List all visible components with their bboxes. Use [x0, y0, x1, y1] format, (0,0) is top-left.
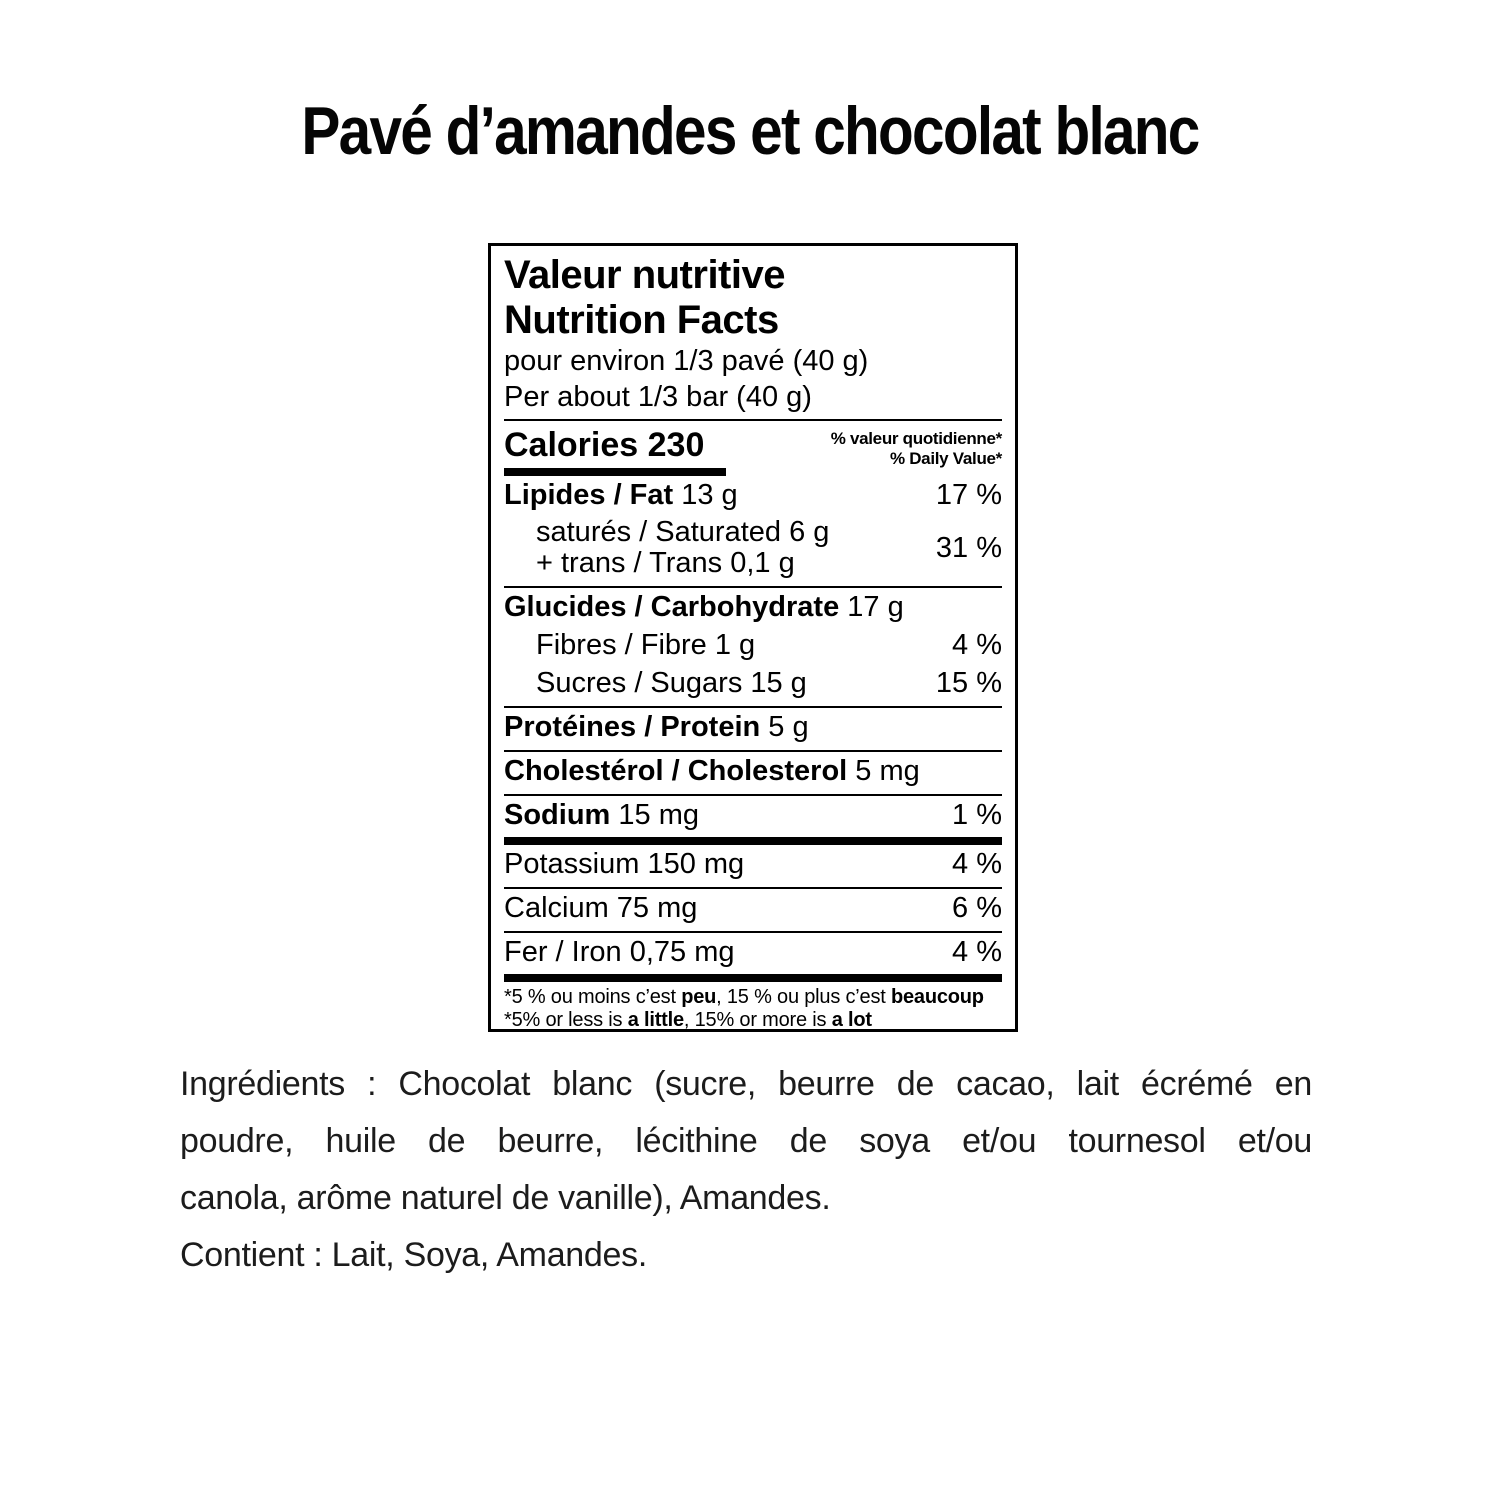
ingredients-line: Ingrédients : Chocolat blanc (sucre, beurre de cacao, lait écrémé en — [180, 1065, 1312, 1103]
calcium-percent: 6 % — [952, 892, 1002, 924]
calories-value: Calories 230 — [504, 426, 726, 476]
thick-divider — [504, 974, 1002, 982]
cholesterol-amount: 5 mg — [847, 755, 920, 787]
fibre-label: Fibres / Fibre 1 g — [536, 629, 756, 661]
fat-percent: 17 % — [935, 479, 1002, 511]
fibre-percent: 4 % — [952, 629, 1002, 661]
allergens-line: Contient : Lait, Soya, Amandes. — [180, 1236, 647, 1274]
nutrient-row-fat — [504, 476, 1002, 514]
nutrient-row-sugars — [504, 664, 1002, 702]
sodium-amount: 15 mg — [610, 799, 700, 831]
thick-divider — [504, 837, 1002, 845]
sugars-percent: 15 % — [935, 667, 1002, 699]
protein-amount: 5 g — [760, 711, 809, 743]
saturated-label: saturés / Saturated 6 g — [536, 516, 830, 548]
daily-value-header-en: % Daily Value* — [889, 449, 1002, 468]
sodium-percent: 1 % — [952, 799, 1002, 831]
nutrient-row-saturated-trans — [504, 514, 1002, 582]
nutrient-row-potassium — [504, 845, 1002, 883]
nutrient-row-carbohydrate — [504, 588, 1002, 626]
fat-label: Lipides / Fat — [504, 479, 674, 511]
label-title-fr: Valeur nutritive — [504, 253, 785, 297]
saturated-trans-percent: 31 % — [935, 532, 1002, 564]
carbohydrate-amount: 17 g — [839, 591, 904, 623]
calcium-label: Calcium 75 mg — [504, 892, 698, 924]
nutrient-row-iron — [504, 933, 1002, 971]
nutrient-row-sodium — [504, 796, 1002, 834]
daily-value-header — [831, 426, 1002, 469]
trans-label: + trans / Trans 0,1 g — [536, 547, 795, 579]
nutrient-row-calcium — [504, 889, 1002, 927]
serving-size-fr: pour environ 1/3 pavé (40 g) — [504, 345, 869, 377]
ingredients-section — [180, 1056, 1312, 1284]
nutrient-row-fibre — [504, 626, 1002, 664]
potassium-label: Potassium 150 mg — [504, 848, 745, 880]
serving-size-en: Per about 1/3 bar (40 g) — [504, 381, 812, 413]
footnote — [504, 982, 1002, 1032]
cholesterol-label: Cholestérol / Cholesterol — [504, 755, 848, 787]
nutrient-row-protein — [504, 708, 1002, 746]
ingredients-line: canola, arôme naturel de vanille), Amandes. — [180, 1179, 831, 1217]
iron-label: Fer / Iron 0,75 mg — [504, 936, 735, 968]
protein-label: Protéines / Protein — [504, 711, 761, 743]
potassium-percent: 4 % — [952, 848, 1002, 880]
sugars-label: Sucres / Sugars 15 g — [536, 667, 807, 699]
nutrient-row-cholesterol — [504, 752, 1002, 790]
fat-amount: 13 g — [673, 479, 738, 511]
sodium-label: Sodium — [504, 799, 611, 831]
calories-row — [504, 421, 1002, 476]
page-title: Pavé d’amandes et chocolat blanc — [301, 93, 1199, 169]
footnote-en: *5% or less is a little, 15% or more is a lot — [504, 1009, 872, 1031]
daily-value-header-fr: % valeur quotidienne* — [830, 429, 1002, 448]
iron-percent: 4 % — [952, 936, 1002, 968]
footnote-fr: *5 % ou moins c’est peu, 15 % ou plus c’est beaucoup — [504, 986, 984, 1008]
ingredients-line: poudre, huile de beurre, lécithine de soya et/ou tournesol et/ou — [180, 1122, 1312, 1160]
nutrition-facts-label — [488, 243, 1018, 1032]
carbohydrate-label: Glucides / Carbohydrate — [504, 591, 840, 623]
label-title-en: Nutrition Facts — [504, 298, 779, 342]
